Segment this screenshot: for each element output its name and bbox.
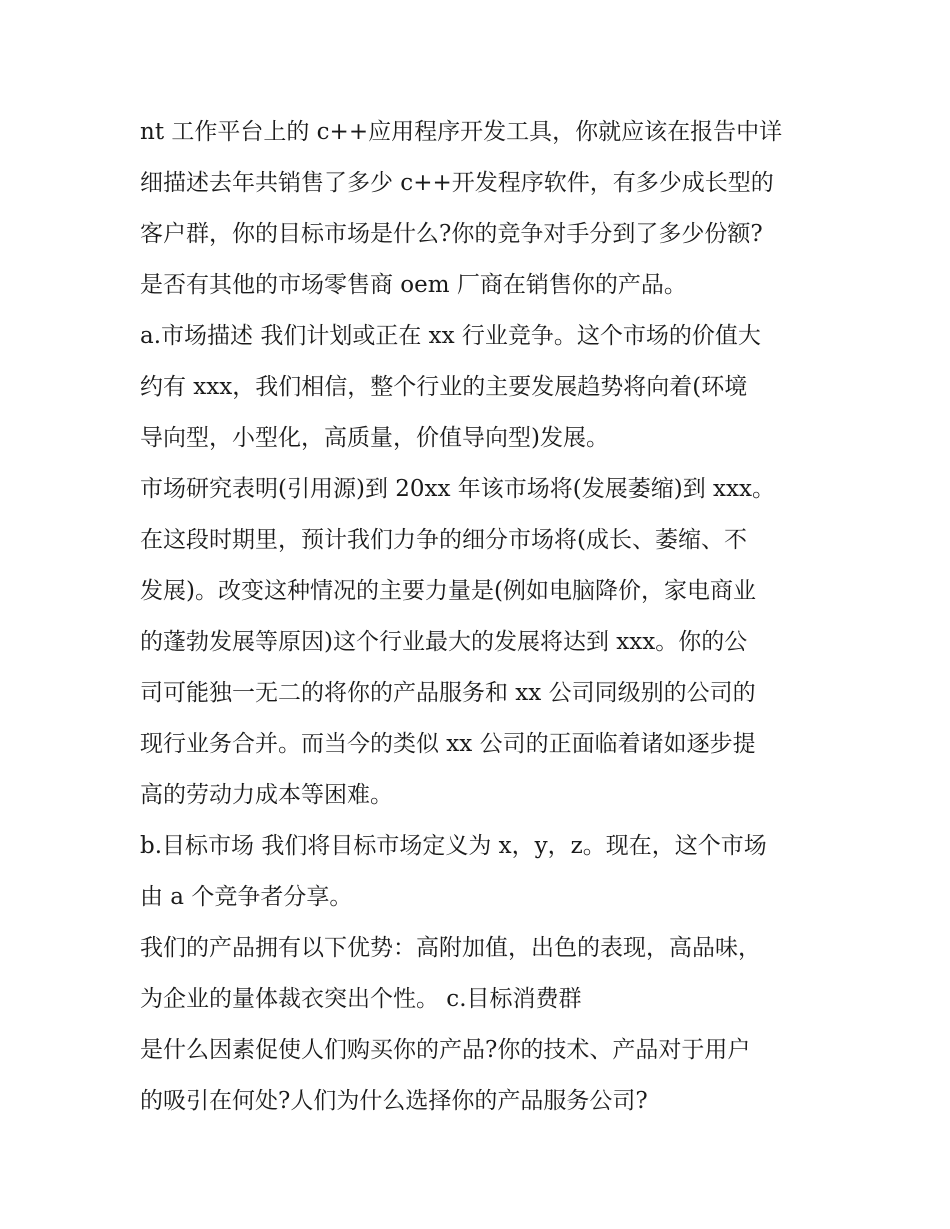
text-line: 市场研究表明(引用源)到 20xx 年该市场将(发展萎缩)到 xxx。: [140, 476, 775, 502]
text-line: 客户群，你的目标市场是什么?你的竞争对手分到了多少份额?: [140, 221, 763, 247]
text-line: 现行业务合并。而当今的类似 xx 公司的正面临着诸如逐步提: [140, 731, 756, 757]
text-line: 的吸引在何处?人们为什么选择你的产品服务公司?: [140, 1088, 648, 1114]
text-line: 在这段时期里，预计我们力争的细分市场将(成长、萎缩、不: [140, 527, 747, 553]
text-line: 导向型，小型化，高质量，价值导向型)发展。: [140, 425, 609, 451]
text-line: 是什么因素促使人们购买你的产品?你的技术、产品对于用户: [140, 1037, 751, 1063]
text-line: 是否有其他的市场零售商 oem 厂商在销售你的产品。: [140, 272, 687, 298]
text-line: 为企业的量体裁衣突出个性。 c.目标消费群: [140, 986, 582, 1012]
text-line: 司可能独一无二的将你的产品服务和 xx 公司同级别的公司的: [140, 680, 756, 706]
text-line: 高的劳动力成本等困难。: [140, 782, 393, 808]
text-line: a.市场描述 我们计划或正在 xx 行业竞争。这个市场的价值大: [140, 323, 761, 349]
text-line: 约有 xxx，我们相信，整个行业的主要发展趋势将向着(环境: [140, 374, 748, 400]
text-line: 发展)。改变这种情况的主要力量是(例如电脑降价，家电商业: [140, 578, 756, 604]
text-line: 由 a 个竞争者分享。: [140, 884, 353, 910]
text-line: nt 工作平台上的 c++应用程序开发工具，你就应该在报告中详: [140, 119, 783, 145]
text-line: b.目标市场 我们将目标市场定义为 x，y，z。现在，这个市场: [140, 833, 767, 859]
text-line: 的蓬勃发展等原因)这个行业最大的发展将达到 xxx。你的公: [140, 629, 748, 655]
text-line: 细描述去年共销售了多少 c++开发程序软件，有多少成长型的: [140, 170, 774, 196]
document-body: [140, 107, 820, 1127]
text-line: 我们的产品拥有以下优势：高附加值，出色的表现，高品味，: [140, 935, 761, 961]
